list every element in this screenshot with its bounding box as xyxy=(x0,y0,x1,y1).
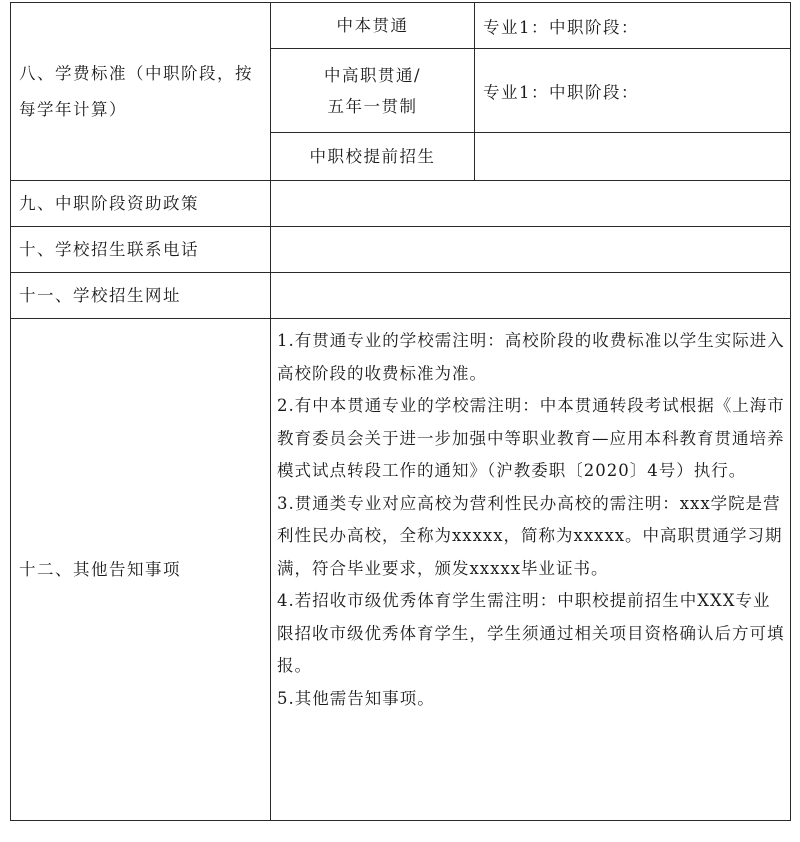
fee-value-text: 专业1：中职阶段： xyxy=(483,17,639,37)
fee-type-line: 中高职贯通/ xyxy=(323,65,422,85)
notice-item: 5.其他需告知事项。 xyxy=(277,688,435,708)
website-label xyxy=(11,273,271,319)
contact-phone-text: 十、学校招生联系电话 xyxy=(19,239,199,259)
notice-item: 1.有贯通专业的学校需注明：高校阶段的收费标准以学生实际进入高校阶段的收费标准为准。 xyxy=(277,331,785,383)
other-notices-content xyxy=(271,319,791,821)
other-notices-label xyxy=(11,319,271,821)
other-notices-text: 十二、其他告知事项 xyxy=(19,559,181,579)
subsidy-policy-label xyxy=(11,181,271,227)
fee-type-text: 中本贯通 xyxy=(336,16,409,35)
tuition-standard-label xyxy=(11,3,271,181)
fee-value-cell xyxy=(475,133,791,181)
subsidy-policy-text: 九、中职阶段资助政策 xyxy=(19,193,199,213)
fee-type-text: 中职校提前招生 xyxy=(309,147,436,166)
tuition-standard-text: 八、学费标准（中职阶段，按每学年计算） xyxy=(19,63,253,119)
fee-value-cell xyxy=(475,3,791,49)
website-value xyxy=(271,273,791,319)
website-text: 十一、学校招生网址 xyxy=(19,285,181,305)
fee-value-cell xyxy=(475,49,791,133)
notice-item: 2.有中本贯通专业的学校需注明：中本贯通转段考试根据《上海市教育委员会关于进一步加强中等职业教育—应用本科教育贯通培养模式试点转段工作的通知》（沪教委职〔2020〕4号）执行。 xyxy=(277,396,785,480)
subsidy-policy-value xyxy=(271,181,791,227)
notice-item: 4.若招收市级优秀体育学生需注明：中职校提前招生中XXX专业限招收市级优秀体育学生，学生须通过相关项目资格确认后方可填报。 xyxy=(277,591,785,675)
notice-item: 3.贯通类专业对应高校为营利性民办高校的需注明：xxx学院是营利性民办高校，全称为xxxxx，简称为xxxxx。中高职贯通学习期满，符合毕业要求，颁发xxxxx毕业证书。 xyxy=(277,493,783,578)
contact-phone-label xyxy=(11,227,271,273)
fee-type-cell xyxy=(271,49,475,133)
fee-type-cell xyxy=(271,3,475,49)
contact-phone-value xyxy=(271,227,791,273)
fee-value-text: 专业1：中职阶段： xyxy=(483,82,639,102)
enrollment-info-table xyxy=(10,2,791,821)
fee-type-cell xyxy=(271,133,475,181)
fee-type-line: 五年一贯制 xyxy=(327,96,418,116)
